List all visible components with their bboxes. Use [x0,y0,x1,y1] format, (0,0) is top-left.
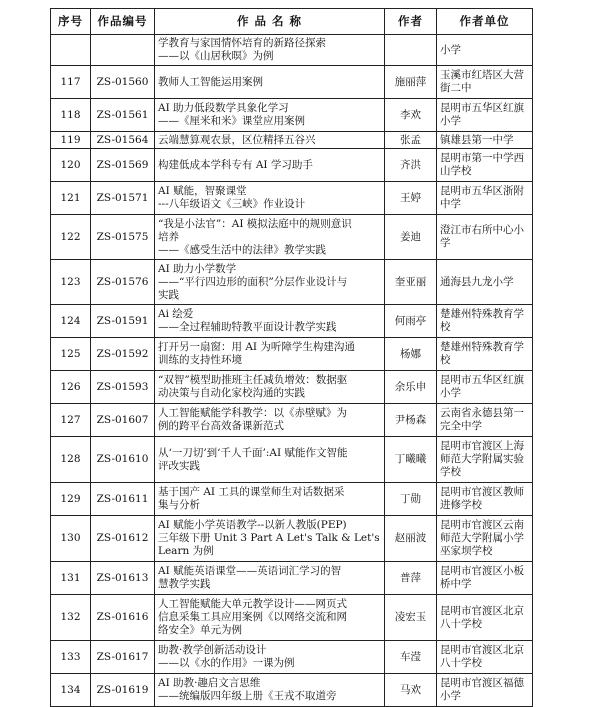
cell-code: ZS-01593 [91,371,155,404]
cell-code: ZS-01564 [91,132,155,149]
cell-name-line: 慧教学实践 [158,578,211,590]
cell-seq [51,35,91,66]
cell-code: ZS-01576 [91,260,155,305]
cell-name-line: 人工智能赋能学科教学：以《赤壁赋》为 [158,407,347,419]
table-row [51,516,533,562]
cell-unit-line: 巫家坝学校 [440,545,493,557]
cell-code: ZS-01610 [91,437,155,483]
cell-name-line: 基于国产 AI 工具的课堂师生对话数据采 [158,486,345,498]
cell-name-line: 训练的支持性环境 [158,354,242,366]
cell-name-line: “双智”模型助推班主任减负增效：数据驱 [158,374,348,386]
cell-unit-line: 昆明市五华区红旗 [440,102,524,114]
cell-unit-line: 昆明市官渡区上海 [440,440,524,452]
header-seq: 序号 [51,9,91,35]
cell-unit-line: 进修学校 [440,499,482,511]
cell-name-line: ——全过程辅助特教平面设计教学实践 [158,321,337,333]
cell-unit [437,338,533,371]
table-row [51,99,533,132]
cell-name [155,338,385,371]
cell-name-line: ——“平行四边形的面积”分层作业设计与 [158,275,348,288]
table-row [51,149,533,182]
cell-seq: 122 [51,215,91,260]
cell-unit-line: 昆明市五华区红旗 [440,374,524,386]
table-row [51,674,533,707]
cell-name-line: ——统编版四年级上册《王戎不取道旁 [158,690,337,702]
cell-name-line: AI 助教·趣启文言思维 [158,677,261,689]
cell-seq: 119 [51,132,91,149]
cell-seq: 121 [51,182,91,215]
cell-unit-line: 桥中学 [440,578,472,590]
cell-seq: 124 [51,305,91,338]
cell-name-line: 培养 [158,230,179,243]
table-row [51,215,533,260]
cell-author: 赵丽波 [385,516,437,562]
cell-unit-line: 山学校 [440,165,472,177]
cell-name-line: AI 赋能英语课堂——英语词汇学习的智 [158,565,342,577]
cell-name-line: 打开另一扇窗：用 AI 为听障学生构建沟通 [158,341,355,353]
cell-name [155,35,385,66]
cell-name [155,260,385,305]
table-row [51,338,533,371]
cell-name-line: 三年级下册 Unit 3 Part A Let's Talk & Let's [158,532,380,544]
cell-unit-line: 昆明市官渡区北京 [440,644,524,656]
cell-unit [437,437,533,483]
cell-name [155,641,385,674]
cell-name-line: AI 助力小学数学 [158,262,237,275]
cell-name-line: 动决策与自动化家校沟通的实践 [158,387,305,399]
cell-seq: 123 [51,260,91,305]
cell-unit-line: 昆明市官渡区小板 [440,565,524,577]
cell-name-line: AI 赋能小学英语教学--以新人教版(PEP) [158,519,347,531]
table-row [51,404,533,437]
header-unit: 作者单位 [437,9,533,35]
cell-unit [437,66,533,99]
award-list-table [50,8,533,707]
cell-name-line: 学教育与家国情怀培育的新路径探索 [158,37,326,49]
table-body [51,35,533,707]
cell-name-line: 信息采集工具应用案例《以网络交流和网 [158,611,347,623]
cell-code: ZS-01592 [91,338,155,371]
cell-code [91,35,155,66]
cell-name-line: 从‘一刀切’到‘千人千面’:AI 赋能作文智能 [158,446,348,459]
cell-unit-line: 中学 [440,198,461,210]
cell-unit [437,483,533,516]
cell-name-line: Learn 为例 [158,545,214,557]
cell-name [155,305,385,338]
cell-seq: 133 [51,641,91,674]
cell-author: 杨娜 [385,338,437,371]
cell-code: ZS-01607 [91,404,155,437]
cell-code: ZS-01611 [91,483,155,516]
cell-unit-line: 学 [440,237,451,249]
cell-name [155,404,385,437]
cell-unit-line: 通海县九龙小学 [440,275,514,288]
cell-name [155,437,385,483]
table-row [51,595,533,641]
cell-name-line: ——《感受生活中的法律》教学实践 [158,243,326,256]
cell-unit [437,595,533,641]
table-row [51,66,533,99]
cell-seq: 125 [51,338,91,371]
cell-name-line: 评改实践 [158,459,200,472]
cell-name-line: ——《厘米和米》课堂应用案例 [158,115,305,127]
cell-name [155,182,385,215]
cell-unit [437,99,533,132]
cell-author [385,35,437,66]
cell-code: ZS-01617 [91,641,155,674]
cell-name-line: AI 赋能，智聚课堂 [158,185,247,197]
cell-name-line: 实践 [158,288,179,301]
cell-code: ZS-01591 [91,305,155,338]
cell-code: ZS-01561 [91,99,155,132]
cell-name-line: 助教·教学创新活动设计 [158,644,267,656]
cell-name-line: 构建低成本学科专有 AI 学习助手 [158,158,313,171]
cell-name-line: 集与分析 [158,499,200,511]
cell-unit [437,516,533,562]
cell-unit-line: 校 [440,321,451,333]
cell-author: 施丽萍 [385,66,437,99]
cell-unit-line: 小学 [440,387,461,399]
cell-unit-line: 八十学校 [440,657,482,669]
cell-code: ZS-01575 [91,215,155,260]
cell-author: 奎亚丽 [385,260,437,305]
cell-seq: 117 [51,66,91,99]
table-header-row [51,9,533,35]
cell-unit [437,132,533,149]
cell-name-line: 例的跨平台高效备课新范式 [158,420,284,432]
cell-name-line: 络安全》单元为例 [158,624,242,636]
table-row [51,562,533,595]
cell-unit-line: 玉溪市红塔区大营 [440,69,524,81]
cell-unit [437,260,533,305]
cell-name [155,674,385,707]
cell-seq: 132 [51,595,91,641]
cell-name [155,371,385,404]
cell-unit-line: 昆明市官渡区教师 [440,486,524,498]
cell-name [155,215,385,260]
cell-unit-line: 街二中 [440,82,472,94]
cell-name [155,516,385,562]
cell-unit [437,404,533,437]
cell-name [155,99,385,132]
cell-name [155,132,385,149]
cell-author: 凌宏玉 [385,595,437,641]
cell-unit [437,641,533,674]
table-row [51,35,533,66]
cell-code: ZS-01619 [91,674,155,707]
cell-unit [437,674,533,707]
cell-name-line: “我是小法官”：AI 模拟法庭中的规则意识 [158,217,352,230]
cell-author: 丁曦曦 [385,437,437,483]
cell-seq: 134 [51,674,91,707]
cell-author: 姜迪 [385,215,437,260]
cell-unit-line: 楚雄州特殊教育学 [440,308,524,320]
cell-unit-line: 八十学校 [440,617,482,630]
cell-author: 尹杨森 [385,404,437,437]
cell-seq: 126 [51,371,91,404]
cell-name [155,562,385,595]
cell-unit-line: 小学 [440,690,461,702]
cell-unit [437,562,533,595]
cell-author: 何雨亭 [385,305,437,338]
table-row [51,483,533,516]
cell-code: ZS-01569 [91,149,155,182]
cell-author: 余乐申 [385,371,437,404]
cell-unit [437,149,533,182]
cell-name-line: 教师人工智能运用案例 [158,75,263,88]
cell-seq: 130 [51,516,91,562]
table-row [51,437,533,483]
cell-seq: 118 [51,99,91,132]
cell-unit-line: 昆明市官渡区云南 [440,519,524,531]
table-row [51,182,533,215]
cell-author: 张孟 [385,132,437,149]
cell-name [155,483,385,516]
cell-name-line: Ai 绘爱 [158,308,194,320]
table-row [51,371,533,404]
cell-unit-line: 完全中学 [440,420,482,432]
cell-author: 普萍 [385,562,437,595]
cell-unit-line: 校 [440,354,451,366]
cell-author: 王婷 [385,182,437,215]
cell-unit [437,215,533,260]
cell-unit-line: 师范大学附属小学 [440,532,524,544]
cell-unit [437,35,533,66]
cell-unit-line: 昆明市第一中学西 [440,152,524,164]
cell-seq: 127 [51,404,91,437]
cell-unit-line: 云南省永德县第一 [440,407,524,419]
cell-unit-line: 师范大学附属实验 [440,453,524,465]
cell-name [155,149,385,182]
cell-unit-line: 小学 [440,115,461,127]
cell-author: 车滢 [385,641,437,674]
cell-unit [437,371,533,404]
cell-unit [437,305,533,338]
cell-unit-line: 昆明市官渡区福德 [440,677,524,689]
header-name: 作 品 名 称 [155,9,385,35]
cell-code: ZS-01612 [91,516,155,562]
cell-author: 李欢 [385,99,437,132]
cell-name-line: 云端慧算观农景，区位精择五谷兴 [158,133,316,146]
cell-code: ZS-01571 [91,182,155,215]
header-author: 作者 [385,9,437,35]
cell-unit-line: 澄江市右所中心小 [440,224,524,236]
cell-unit [437,182,533,215]
cell-seq: 131 [51,562,91,595]
cell-seq: 128 [51,437,91,483]
cell-code: ZS-01560 [91,66,155,99]
cell-name-line: AI 助力低段数学具象化学习 [158,102,289,114]
cell-name-line: 人工智能赋能大单元教学设计——网页式 [158,598,347,610]
cell-name [155,66,385,99]
cell-name-line: ---八年级语文《三峡》作业设计 [158,198,306,210]
cell-name-line: ——以《水的作用》一课为例 [158,657,295,669]
table-row [51,305,533,338]
cell-seq: 129 [51,483,91,516]
cell-author: 齐洪 [385,149,437,182]
cell-unit-line: 镇雄县第一中学 [440,133,514,146]
cell-unit-line: 学校 [440,466,461,478]
cell-code: ZS-01613 [91,562,155,595]
table-row [51,260,533,305]
cell-unit-line: 昆明市五华区浙附 [440,185,524,197]
cell-unit-line: 小学 [440,43,461,56]
header-code: 作品编号 [91,9,155,35]
cell-name [155,595,385,641]
table-row [51,132,533,149]
cell-seq: 120 [51,149,91,182]
cell-unit-line: 楚雄州特殊教育学 [440,341,524,353]
cell-unit-line: 昆明市官渡区北京 [440,604,524,617]
cell-name-line: ——以《山居秋暝》为例 [158,50,274,62]
cell-author: 丁勋 [385,483,437,516]
table-row [51,641,533,674]
cell-code: ZS-01616 [91,595,155,641]
cell-author: 马欢 [385,674,437,707]
